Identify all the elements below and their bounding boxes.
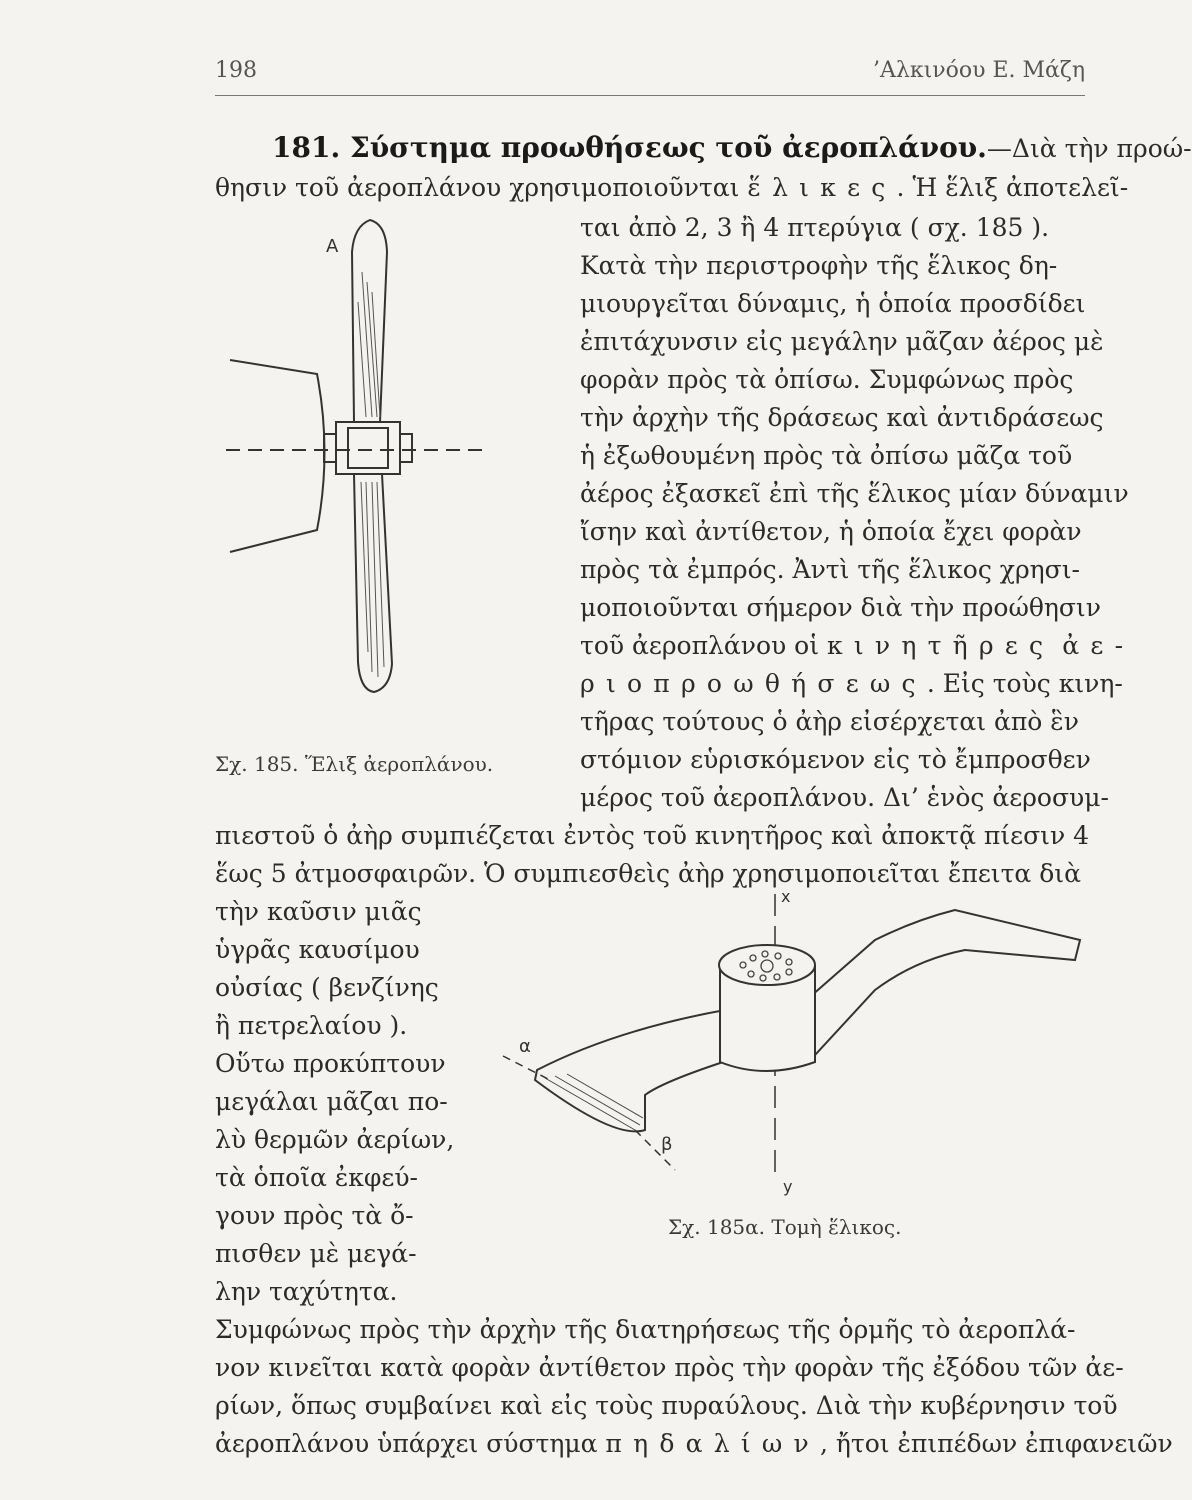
text-line: νον κινεῖται κατὰ φορὰν ἀντίθετον πρὸς τὴν φορὰν τῆς ἐξόδου τῶν ἀε- — [215, 1353, 1124, 1382]
propeller-figure — [222, 212, 522, 722]
spaced-term: πηδαλίων — [605, 1429, 820, 1458]
text-line: ἢ πετρελαίου ). — [215, 1011, 408, 1040]
text-line: μεγάλαι μᾶζαι πο- — [215, 1087, 448, 1116]
text-line: 181. Σύστημα προωθήσεως τοῦ ἀεροπλάνου.—Διὰ τὴν προώ- — [272, 131, 1192, 164]
text-line: ἐπιτάχυνσιν εἰς μεγάλην μᾶζαν ἀέρος μὲ — [580, 327, 1104, 356]
text-line: τῆρας τούτους ὁ ἀὴρ εἰσέρχεται ἀπὸ ἓν — [580, 707, 1079, 736]
text-line: τὴν ἀρχὴν τῆς δράσεως καὶ ἀντιδράσεως — [580, 403, 1104, 432]
figure-185a-caption: Σχ. 185α. Τομὴ ἕλικος. — [668, 1215, 902, 1239]
text-line: Κατὰ τὴν περιστροφὴν τῆς ἕλικος δη- — [580, 251, 1058, 280]
text-line: ἡ ἐξωθουμένη πρὸς τὰ ὀπίσω μᾶζα τοῦ — [580, 441, 1073, 470]
label-y: y — [783, 1177, 793, 1196]
text-line: μιουργεῖται δύναμις, ἡ ὁποία προσδίδει — [580, 289, 1086, 318]
header-rule — [215, 95, 1085, 96]
text-line: μοποιοῦνται σήμερον διὰ τὴν προώθησιν — [580, 593, 1101, 622]
text-line: στόμιον εὑρισκόμενον εἰς τὸ ἔμπροσθεν — [580, 745, 1091, 774]
text-line: πρὸς τὰ ἐμπρός. Ἀντὶ τῆς ἕλικος χρησι- — [580, 555, 1080, 584]
text-line: ἕως 5 ἀτμοσφαιρῶν. Ὁ συμπιεσθεὶς ἀὴρ χρησιμοποιεῖται ἔπειτα διὰ — [215, 859, 1081, 888]
text-line: Οὕτω προκύπτουν — [215, 1049, 446, 1078]
label-a: A — [326, 236, 339, 257]
spaced-term: κινητῆρες — [826, 631, 1055, 660]
text-line: θησιν τοῦ ἀεροπλάνου χρησιμοποιοῦνται ἕλικες. Ἡ ἕλιξ ἀποτελεῖ- — [215, 173, 1129, 202]
text-line: πισθεν μὲ μεγά- — [215, 1239, 417, 1268]
text-line: ὑγρᾶς καυσίμου — [215, 935, 420, 964]
running-title: ’Αλκινόου Ε. Μάζη — [873, 58, 1085, 83]
section-heading: 181. Σύστημα προωθήσεως τοῦ ἀεροπλάνου. — [272, 131, 987, 164]
text-line: τὴν καῦσιν μιᾶς — [215, 897, 422, 926]
text-line: μέρος τοῦ ἀεροπλάνου. Δι’ ἑνὸς ἀεροσυμ- — [580, 783, 1109, 812]
page-header — [215, 58, 1085, 94]
text-line: πιεστοῦ ὁ ἀὴρ συμπιέζεται ἐντὸς τοῦ κινητῆρος καὶ ἀποκτᾷ πίεσιν 4 — [215, 821, 1090, 850]
text-line: ἀεροπλάνου ὑπάρχει σύστημα πηδαλίων, ἤτοι ἐπιπέδων ἐπιφανειῶν — [215, 1429, 1173, 1458]
spaced-term: ἕλικες — [747, 173, 897, 202]
spaced-term: ριοπροωθήσεως — [580, 669, 927, 698]
text-line: φορὰν πρὸς τὰ ὀπίσω. Συμφώνως πρὸς — [580, 365, 1074, 394]
text-line: ριοπροωθήσεως. Εἰς τοὺς κινη- — [580, 669, 1123, 698]
spaced-term: ἀε- — [1062, 631, 1135, 660]
text-line: λὺ θερμῶν ἀερίων, — [215, 1125, 455, 1154]
propeller-section-figure — [495, 880, 1085, 1210]
label-x: x — [781, 887, 791, 906]
text-line: Συμφώνως πρὸς τὴν ἀρχὴν τῆς διατηρήσεως τῆς ὁρμῆς τὸ ἀεροπλά- — [215, 1315, 1076, 1344]
text-line: ἴσην καὶ ἀντίθετον, ἡ ὁποία ἔχει φορὰν — [580, 517, 1082, 546]
text-line: οὐσίας ( βενζίνης — [215, 973, 439, 1002]
text-line: ται ἀπὸ 2, 3 ἢ 4 πτερύγια ( σχ. 185 ). — [580, 213, 1050, 242]
page-number: 198 — [215, 58, 257, 83]
text-line: γουν πρὸς τὰ ὄ- — [215, 1201, 414, 1230]
label-beta: β — [661, 1134, 673, 1155]
text-line: τοῦ ἀεροπλάνου οἱ κινητῆρες ἀε- — [580, 631, 1135, 660]
text-line: λην ταχύτητα. — [215, 1277, 398, 1306]
text-line: τὰ ὁποῖα ἐκφεύ- — [215, 1163, 418, 1192]
text-line: ρίων, ὅπως συμβαίνει καὶ εἰς τοὺς πυραύλους. Διὰ τὴν κυβέρνησιν τοῦ — [215, 1391, 1118, 1420]
text-line: ἀέρος ἐξασκεῖ ἐπὶ τῆς ἕλικος μίαν δύναμιν — [580, 479, 1129, 508]
label-alpha: α — [519, 1036, 531, 1057]
figure-185-caption: Σχ. 185. Ἕλιξ ἀεροπλάνου. — [215, 752, 494, 776]
